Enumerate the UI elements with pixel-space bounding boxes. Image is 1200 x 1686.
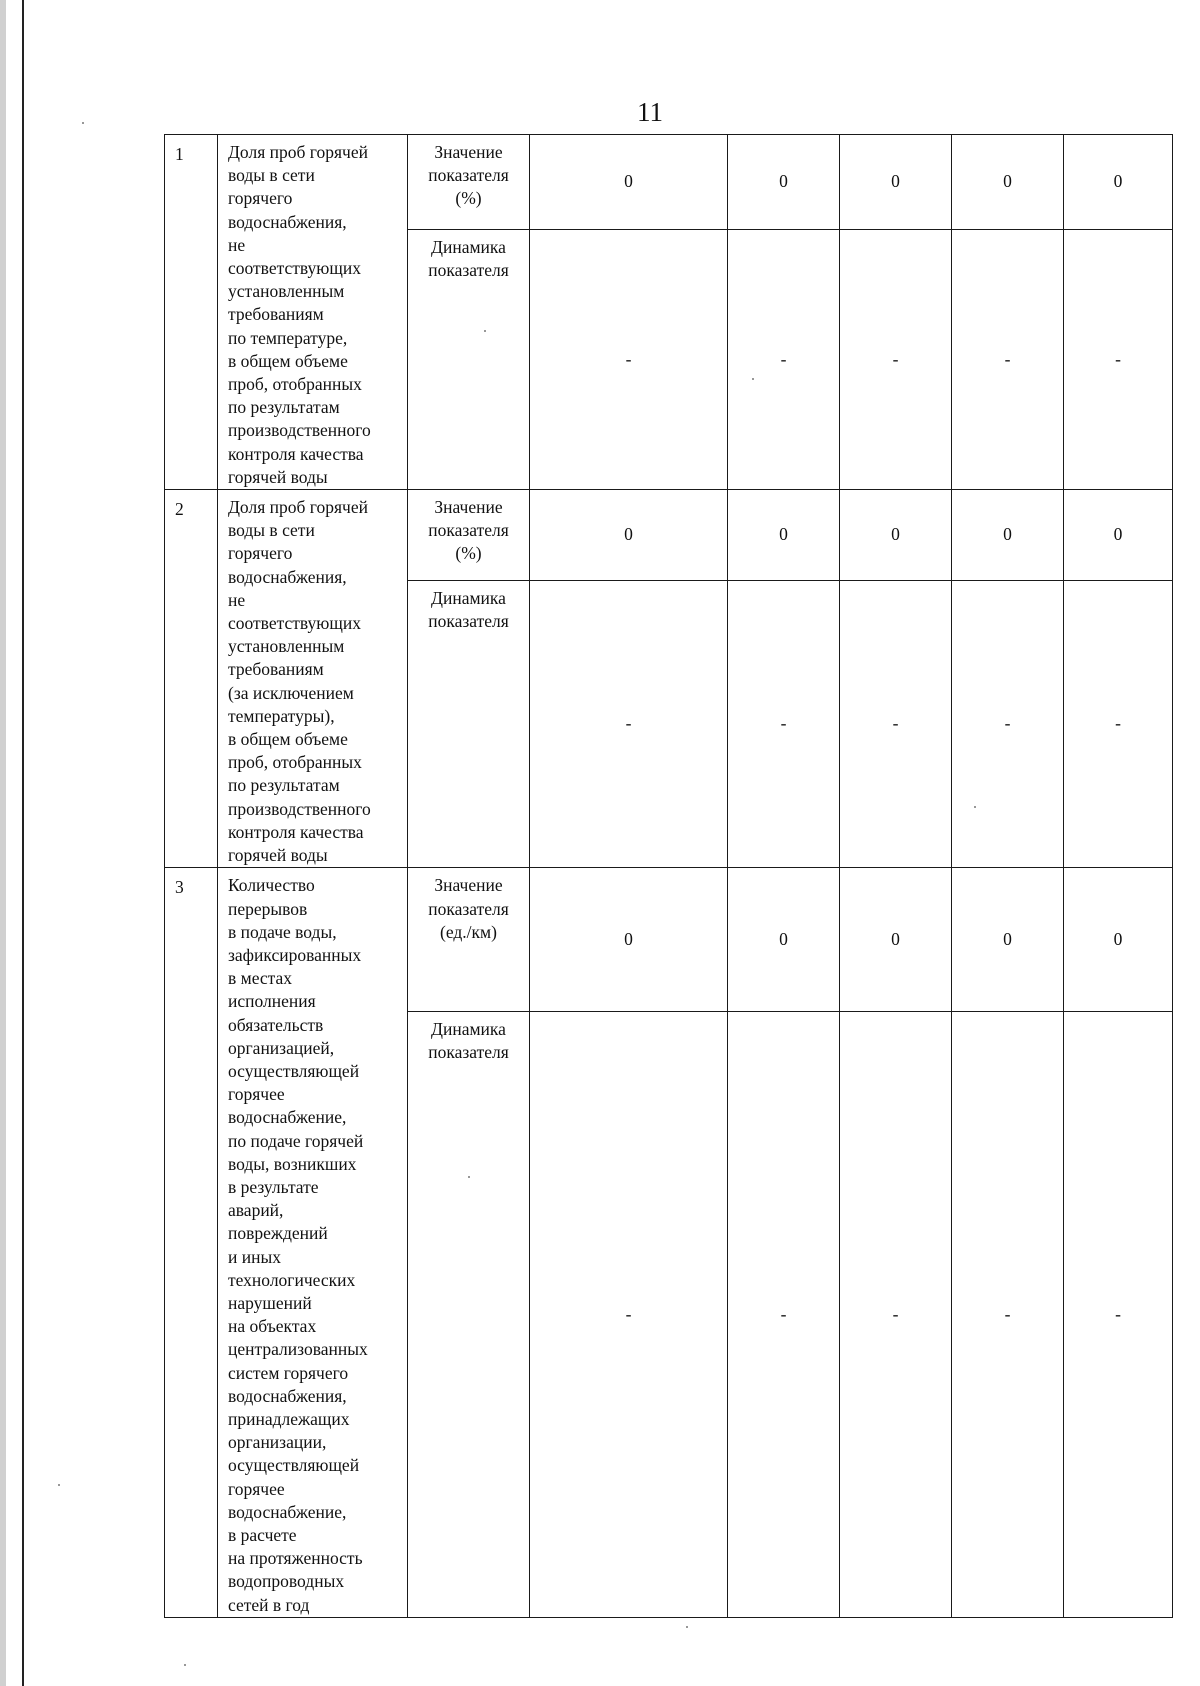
indicator-table (164, 134, 1173, 1618)
row-number: 1 (165, 135, 218, 490)
value-cell: 0 (530, 490, 728, 581)
scan-speck (82, 122, 84, 124)
dynamics-label: Динамика показателя (408, 1011, 530, 1617)
dynamics-cell: - (728, 229, 840, 490)
scan-speck (484, 330, 486, 332)
indicator-description: Доля проб горячей воды в сети горячего водоснабжения, не соответствующих установленным требованиям по температуре, в общем объеме проб, отобранных по результатам производственного контроля качества горячей воды (218, 135, 408, 490)
table-row (165, 490, 1173, 581)
scan-speck (184, 1664, 186, 1666)
page-number: 11 (637, 97, 663, 127)
dynamics-cell: - (840, 1011, 952, 1617)
value-cell: 0 (728, 868, 840, 1011)
scan-speck (58, 1484, 60, 1486)
value-cell: 0 (728, 135, 840, 230)
table-row (165, 135, 1173, 230)
dynamics-cell: - (1064, 229, 1173, 490)
dynamics-cell: - (1064, 580, 1173, 868)
dynamics-cell: - (728, 1011, 840, 1617)
indicator-description: Количество перерывов в подаче воды, зафиксированных в местах исполнения обязательств организацией, осуществляющей горячее водоснабжение, по подаче горячей воды, возникших в результате аварий, повреждений и иных технологических нарушений на объектах централизованных систем горячего водоснабжения, принадлежащих организации, осуществляющей горячее водоснабжение, в расчете на протяженность водопроводных сетей в год (218, 868, 408, 1618)
dynamics-cell: - (952, 580, 1064, 868)
dynamics-cell: - (952, 229, 1064, 490)
value-cell: 0 (1064, 490, 1173, 581)
value-cell: 0 (1064, 135, 1173, 230)
value-label: Значение показателя (ед./км) (408, 868, 530, 1011)
indicator-description: Доля проб горячей воды в сети горячего водоснабжения, не соответствующих установленным требованиям (за исключением температуры), в общем объеме проб, отобранных по результатам производственного контроля качества горячей воды (218, 490, 408, 868)
dynamics-cell: - (530, 580, 728, 868)
value-cell: 0 (530, 135, 728, 230)
value-cell: 0 (952, 868, 1064, 1011)
row-number: 3 (165, 868, 218, 1618)
binding-line (22, 0, 24, 1686)
dynamics-cell: - (530, 1011, 728, 1617)
dynamics-cell: - (728, 580, 840, 868)
value-cell: 0 (840, 490, 952, 581)
value-label: Значение показателя (%) (408, 135, 530, 230)
dynamics-label: Динамика показателя (408, 229, 530, 490)
dynamics-cell: - (840, 229, 952, 490)
value-cell: 0 (728, 490, 840, 581)
value-cell: 0 (840, 868, 952, 1011)
dynamics-label: Динамика показателя (408, 580, 530, 868)
value-label: Значение показателя (%) (408, 490, 530, 581)
value-cell: 0 (1064, 868, 1173, 1011)
dynamics-cell: - (952, 1011, 1064, 1617)
scan-speck (752, 378, 754, 380)
value-cell: 0 (840, 135, 952, 230)
value-cell: 0 (952, 490, 1064, 581)
value-cell: 0 (952, 135, 1064, 230)
dynamics-cell: - (840, 580, 952, 868)
value-cell: 0 (530, 868, 728, 1011)
scan-speck (686, 1626, 688, 1628)
dynamics-cell: - (530, 229, 728, 490)
scan-speck (974, 806, 976, 808)
table-row (165, 868, 1173, 1011)
scan-speck (468, 1176, 470, 1178)
row-number: 2 (165, 490, 218, 868)
scan-edge (0, 0, 6, 1686)
dynamics-cell: - (1064, 1011, 1173, 1617)
